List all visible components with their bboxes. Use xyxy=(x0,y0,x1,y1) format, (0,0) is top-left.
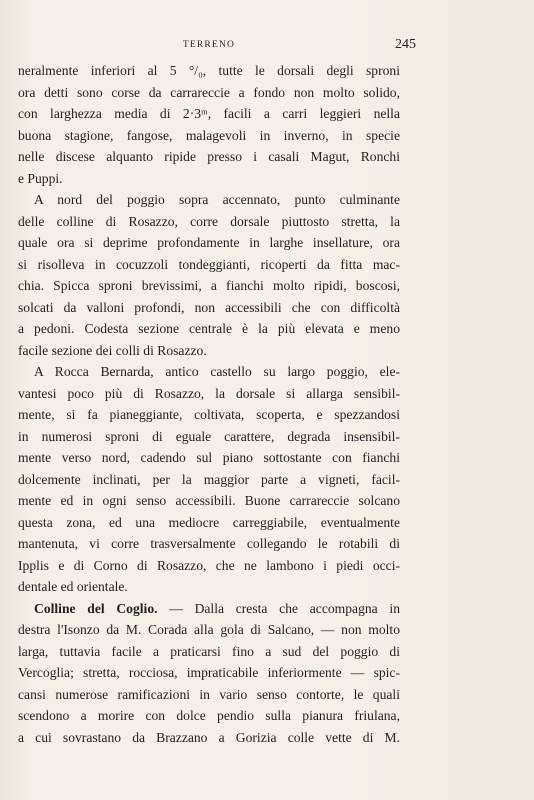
text-line: nelle discese alquanto ripide presso i casali Magut, Ronchi xyxy=(18,149,400,164)
paragraph xyxy=(18,361,400,598)
page-number: 245 xyxy=(395,37,416,52)
paragraph xyxy=(18,60,400,189)
text-line: A nord del poggio sopra accennato, punto culminante xyxy=(34,192,400,207)
text-line: scendono a morire con dolce pendio sulla pianura friulana, xyxy=(18,708,400,723)
text-line: facile sezione dei colli di Rosazzo. xyxy=(18,342,207,358)
text-line: dolcemente inclinati, per la maggior parte a vigneti, facil- xyxy=(18,471,400,487)
text-line: solcati da valloni profondi, non accessibili che con difficoltà xyxy=(18,299,400,315)
text-line: mente verso nord, cadendo sul piano sottostante con fianchi xyxy=(18,450,400,465)
text-line xyxy=(18,598,400,620)
text-line: mantenuta, vi corre trasversalmente collegando le rotabili di xyxy=(18,536,400,551)
text-line: dentale ed orientale. xyxy=(18,579,128,594)
text-line: Ipplis e di Corno di Rosazzo, che ne lambono i piedi occi- xyxy=(18,557,400,573)
text-line: delle colline di Rosazzo, corre dorsale piuttosto stretta, la xyxy=(18,213,400,229)
text-line: cansi numerose ramificazioni in vario senso contorte, le quali xyxy=(18,686,400,702)
text-line: quale ora si deprime profondamente in larghe insellature, ora xyxy=(18,235,400,250)
text-line: Vercoglia; stretta, rocciosa, impraticabile inferiormente — spic- xyxy=(18,665,400,680)
paragraph xyxy=(18,189,400,361)
text-line: a cui sovrastano da Brazzano a Gorizia colle vette di M. xyxy=(18,729,400,745)
running-head: TERRENO xyxy=(182,40,236,50)
text-line: a pedoni. Codesta sezione centrale è la più elevata e meno xyxy=(18,321,400,336)
text-line: chia. Spicca sproni brevissimi, a fianchi molto ripidi, boscosi, xyxy=(18,278,400,293)
paragraph xyxy=(18,598,400,749)
text-line: in numerosi sproni di eguale carattere, degrada insensibil- xyxy=(18,428,400,444)
text-line: mente ed in ogni senso accessibili. Buone carrareccie solcano xyxy=(18,493,400,508)
text-line: questa zona, ed una mediocre carreggiabile, eventualmente xyxy=(18,514,400,530)
text-line: si risolleva in cocuzzoli tondeggianti, ricoperti da fitta mac- xyxy=(18,256,400,272)
text-line: buona stagione, fangose, malagevoli in inverno, in specie xyxy=(18,127,400,143)
text-line: ora detti sono corse da carrareccie a fondo non molto solido, xyxy=(18,84,400,100)
text-line: mente, si fa pianeggiante, coltivata, scoperta, e spezzandosi xyxy=(18,407,400,422)
text-line: e Puppi. xyxy=(18,170,63,186)
body-text xyxy=(18,60,400,748)
text-line: neralmente inferiori al 5 °/₀, tutte le dorsali degli sproni xyxy=(18,63,400,78)
section-heading: Colline del Coglio. xyxy=(34,600,158,616)
text-fragment: — Dalla cresta che accompagna in xyxy=(157,600,400,616)
page-header xyxy=(18,37,416,54)
text-line: con larghezza media di 2·3ᵐ, facili a carri leggieri nella xyxy=(18,106,400,121)
text-line: vantesi poco più di Rosazzo, la dorsale si allarga sensibil- xyxy=(18,385,400,401)
text-line: larga, tuttavia facile a praticarsi fino a sud del poggio di xyxy=(18,643,400,659)
text-line: A Rocca Bernarda, antico castello su largo poggio, ele- xyxy=(34,364,400,379)
text-line: destra l'Isonzo da M. Corada alla gola di Salcano, — non molto xyxy=(18,622,400,637)
